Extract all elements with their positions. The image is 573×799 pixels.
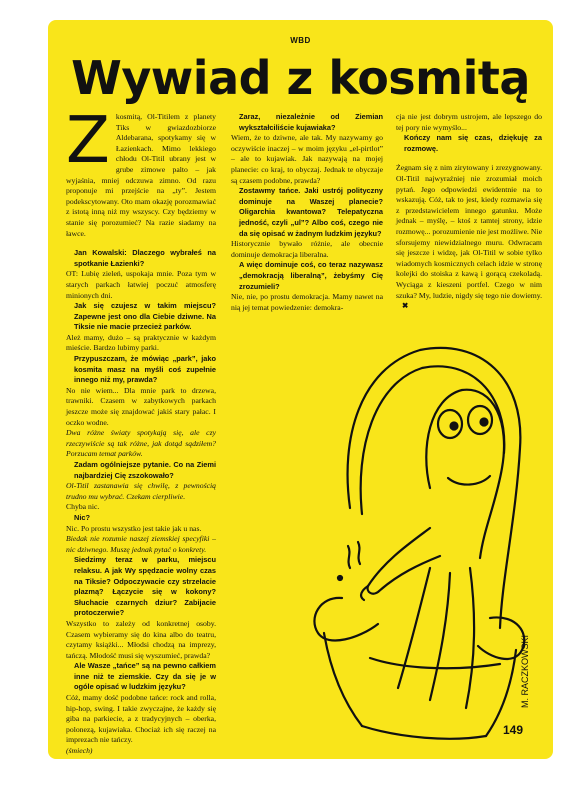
paragraph: Dwa różne światy spotykają się, ale czy rzeczywiście są tak różne, jak dotąd sądziłem? Porzucam temat parków. — [66, 428, 216, 459]
paragraph: Nie, nie, po prostu demokracja. Mamy nawet na nią jej temat powiedzenie: demokra- — [231, 292, 383, 312]
paragraph: Chyba nic. — [66, 502, 100, 512]
interview-question: Nic? — [74, 512, 91, 522]
section-tag: WBD — [290, 36, 311, 45]
alien-armchair-illustration — [280, 328, 542, 746]
paragraph: cja nie jest dobrym ustrojem, ale lepszego do tej pory nie wymyślo... — [396, 112, 542, 132]
interview-question: Kończy nam się czas, dziękuję za rozmowę. — [404, 133, 542, 153]
paragraph: Biedak nie rozumie naszej ziemskiej specyfiki – nic dziwnego. Muszę jednak pytać o konkrety. — [66, 534, 216, 554]
page-number: 149 — [502, 723, 523, 737]
column-1 — [66, 104, 216, 757]
paragraph: kosmitą, Ol-Titilem z planety Tiks w gwiazdozbiorze Aldebarana, spotykamy się w Łazienkach. Mimo lekkiego chłodu Ol-Titil ubrany jest w grube zimowe palto – jak wyjaśnia, mniej odczuwa zimno. Od razu proponuje mi przejście na „ty”. Jestem podekscytowany. Oto mam okazję porozmawiać z istotą inną niż my wszyscy. Czy będziemy w stanie się porozumieć? Na razie siadamy na ławce. — [66, 112, 216, 238]
paragraph: Historycznie bywało różnie, ale obecnie dominuje demokracja liberalna. — [231, 239, 383, 259]
drop-cap: Z — [66, 104, 110, 178]
interview-question: Przypuszczam, że mówiąc „park”, jako kosmita masz na myśli coś zupełnie innego niż my, prawda? — [74, 354, 216, 385]
column-2-body — [231, 112, 383, 313]
column-2 — [231, 112, 383, 313]
paragraph: OT: Lubię zieleń, uspokaja mnie. Poza tym w starych parkach łatwiej poczuć atmosferę minionych dni. — [66, 269, 216, 300]
illustration-signature: M. RACZKOWSKI — [520, 634, 530, 708]
paragraph: (śmiech) — [66, 746, 93, 756]
interview-question: Jan Kowalski: Dlaczego wybrałeś na spotkanie Łazienki? — [74, 248, 216, 268]
paragraph: Wszystko to zależy od konkretnej osoby. Czasem wybieramy się do kina albo do teatru, czytamy książki... Młodsi chodzą na imprezy, tańczą. Młodość musi się wyszumieć, prawda? — [66, 618, 216, 660]
page-panel — [48, 20, 553, 759]
column-1-body — [66, 104, 216, 757]
end-mark-icon: ✖ — [402, 301, 409, 311]
interview-question: Jak się czujesz w takim miejscu? Zapewne jest ono dla Ciebie dziwne. Na Tiksie nie macie przecież parków. — [74, 301, 216, 332]
interview-question: A więc dominuje coś, co teraz nazywasz „demokracją liberalną”, żebyśmy Cię zrozumieli? — [239, 260, 383, 291]
interview-question: Siedzimy teraz w parku, miejscu relaksu. A jak Wy spędzacie wolny czas na Tiksie? Odpoczywacie czy strzelacie plazmą? Łączycie się w kokony? Słuchacie czarnych dziur? Zabijacie protoczerwie? — [74, 555, 216, 618]
column-3 — [396, 112, 542, 312]
paragraph: Ależ mamy, dużo – są praktycznie w każdym mieście. Bardzo lubimy parki. — [66, 332, 216, 353]
paragraph: No nie wiem... Dla mnie park to drzewa, trawniki. Czasem w zabytkowych parkach jeszcze może się znajdować jakiś stary pałac. I oczko wodne. — [66, 385, 216, 427]
article-title: Wywiad z kosmitą — [71, 51, 530, 105]
interview-question: Ale Wasze „tańce” są na pewno całkiem inne niż te ziemskie. Czy da się je w ogóle opisać w ludzkim języku? — [74, 661, 216, 692]
interview-question: Zaraz, niezależnie od Ziemian wykształciliście kujawiaka? — [239, 112, 383, 132]
paragraph: Nic. Po prostu wszystko jest takie jak u nas. — [66, 523, 202, 533]
paragraph: Ol-Titil zastanawia się chwilę, z pewnością trudno mu wybrać. Czekam cierpliwie. — [66, 481, 216, 501]
paragraph: Cóż, mamy dość podobne tańce: rock and rolla, hip-hop, swing. I takie zwyczajne, że każdy się giba na parkiecie, a z tradycyjnych – oberka, polonezą, kujawiaka. Chociaż ich się raczej na imprezach nie tańczy. — [66, 693, 216, 745]
interview-question: Zadam ogólniejsze pytanie. Co na Ziemi najbardziej Cię zszokowało? — [74, 460, 216, 480]
interview-question: Zostawmy tańce. Jaki ustrój polityczny dominuje na Waszej planecie? Oligarchia kwantowa? Telepatyczna jedność, czyli „ul”? Albo coś, czego nie da się opisać w żadnym ludzkim języku? — [239, 186, 383, 238]
column-3-body — [396, 112, 542, 312]
paragraph: Wiem, że to dziwne, ale tak. My nazywamy go oczywiście inaczej – w moim języku „el-pirtlot” – ale to kujawiak. Jak nazywają na mojej planecie: co kraj, to obyczaj. Jednak te obyczaje są czasem podobne, prawda? — [231, 133, 383, 185]
paragraph: Żegnam się z nim zirytowany i zrezygnowany. Ol-Titil najwyraźniej nie zrozumiał moich pytań. Jego odpowiedzi ewidentnie na to wskazują. Cóż, tak to jest, kiedy rozmawia się z przedstawicielem innego gatunku. Może jednak – myślę, – ktoś z tamtej strony, idzie rozmowę... porozumienie nie jest możliwe. Nie sforsujemy niewidzialnego muru. Odwracam się jeszcze i widzę, jak Ol-Titil w sobie tylko wiadomych kosmicznych celach idzie w stronę kolejki do stoiska z kawą i gorącą czekoladą. Wyciąga z kieszeni portfel. Czego w nim szuka? My, ludzie, nigdy się tego nie dowiemy.✖ — [396, 163, 542, 311]
